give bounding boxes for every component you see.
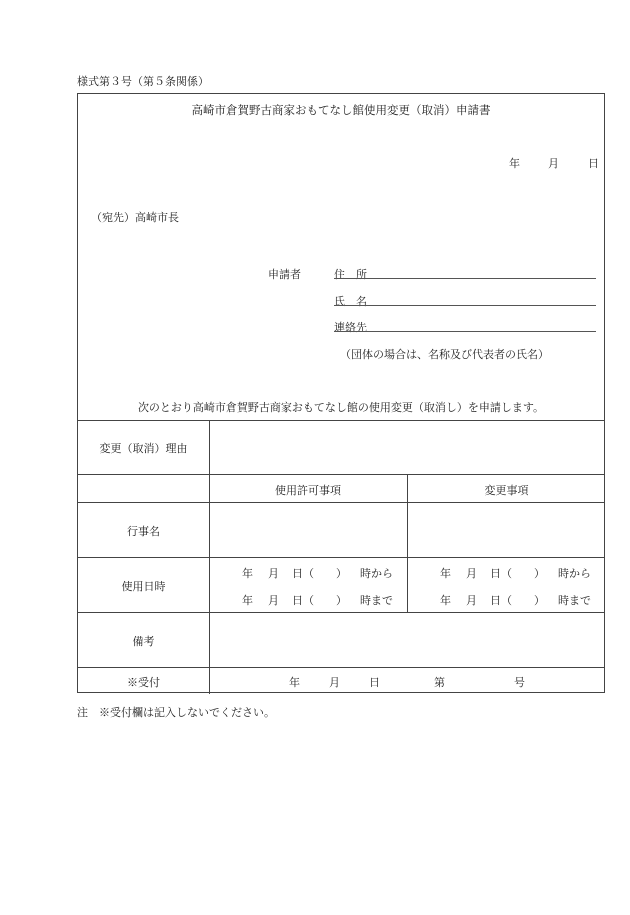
receipt-month: 月 [329,676,340,689]
remarks-cell[interactable] [210,613,605,667]
dt-change-from-close: ） [534,567,545,580]
date-year-label: 年 [509,157,520,170]
name-label: 氏 名 [334,295,367,308]
receipt-label: ※受付 [127,676,160,689]
dt-change-from-month: 月 [466,567,477,580]
dt-to-suffix: 時まで [360,594,393,607]
contact-label: 連絡先 [334,321,367,334]
dt-change-to-suffix: 時まで [558,594,591,607]
receipt-year: 年 [289,676,300,689]
dt-to-year: 年 [242,594,253,607]
dt-change-to-year: 年 [440,594,451,607]
row-divider [78,667,604,668]
reason-label: 変更（取消）理由 [99,442,188,455]
dt-change-to-month: 月 [466,594,477,607]
dt-change-to-close: ） [534,594,545,607]
receipt-no-prefix: 第 [434,676,445,689]
usage-datetime-label: 使用日時 [121,580,166,593]
change-items-header: 変更事項 [484,484,529,497]
row-divider [78,474,604,475]
form-number-label: 様式第３号（第５条関係） [77,75,209,88]
dt-from-close: ） [336,567,347,580]
dt-to-close: ） [336,594,347,607]
dt-from-suffix: 時から [360,567,393,580]
event-name-label: 行事名 [127,525,160,538]
date-day-label: 日 [588,157,599,170]
dt-change-from-year: 年 [440,567,451,580]
dt-from-day: 日（ [292,567,314,580]
receipt-day: 日 [369,676,380,689]
addressee: （宛先）高崎市長 [91,211,179,224]
receipt-no-suffix: 号 [514,676,525,689]
footnote: 注 ※受付欄は記入しないでください。 [77,706,275,719]
application-statement: 次のとおり高崎市倉賀野古商家おもてなし館の使用変更（取消し）を申請します。 [137,401,545,414]
application-form [77,93,605,693]
remarks-label: 備考 [132,635,155,648]
address-field[interactable] [334,278,596,279]
permitted-items-header: 使用許可事項 [275,484,341,497]
applicant-label: 申請者 [268,268,301,281]
row-divider [78,557,604,558]
dt-to-day: 日（ [292,594,314,607]
form-title: 高崎市倉賀野古商家おもてなし館使用変更（取消）申請書 [191,103,491,117]
organization-note: （団体の場合は、名称及び代表者の氏名） [340,348,549,361]
dt-change-from-suffix: 時から [558,567,591,580]
event-name-permitted-cell[interactable] [210,503,407,557]
dt-from-year: 年 [242,567,253,580]
dt-change-from-day: 日（ [490,567,512,580]
date-month-label: 月 [548,157,559,170]
name-field[interactable] [334,305,596,306]
event-name-change-cell[interactable] [408,503,605,557]
reason-cell[interactable] [210,421,605,474]
dt-from-month: 月 [268,567,279,580]
dt-to-month: 月 [268,594,279,607]
dt-change-to-day: 日（ [490,594,512,607]
address-label: 住 所 [334,268,367,281]
contact-field[interactable] [334,331,596,332]
